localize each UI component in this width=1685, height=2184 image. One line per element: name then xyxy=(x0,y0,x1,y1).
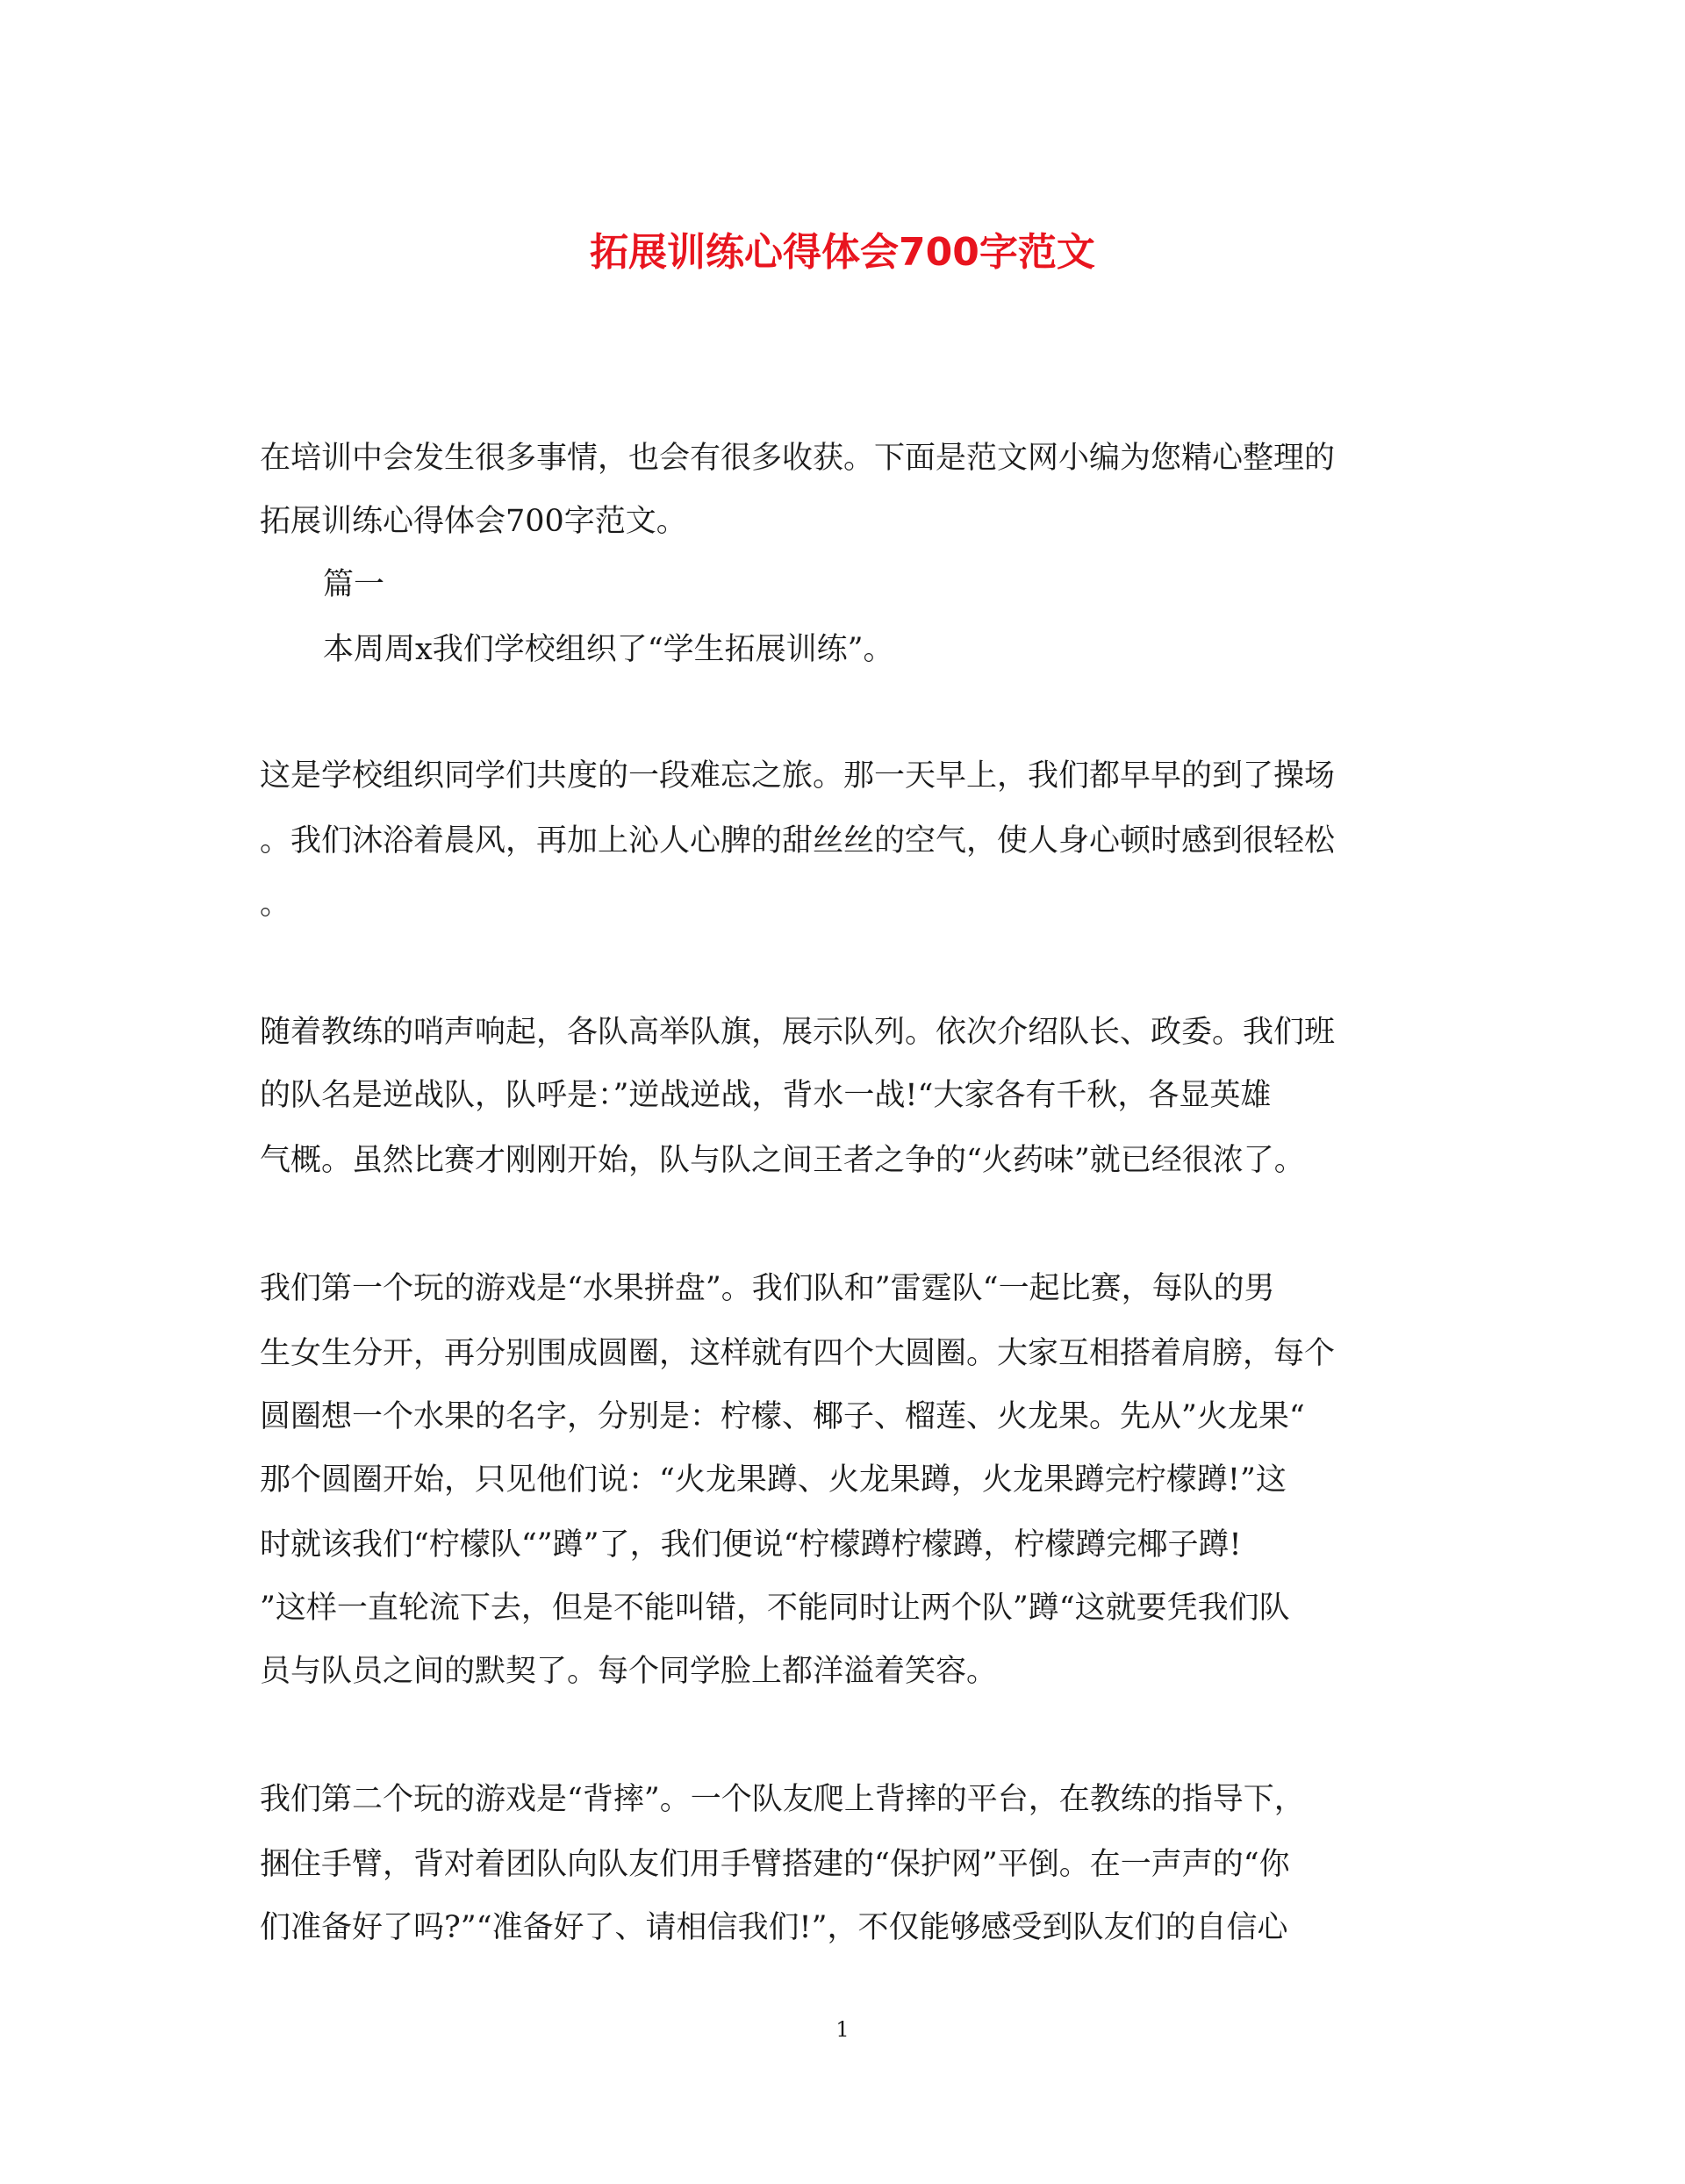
paragraph-line: 这是学校组织同学们共度的一段难忘之旅。那一天早上，我们都早早的到了操场 xyxy=(260,758,1336,794)
paragraph-line: 拓展训练心得体会700字范文。 xyxy=(260,504,687,539)
paragraph-line: 我们第二个玩的游戏是“背摔”。一个队友爬上背摔的平台，在教练的指导下， xyxy=(260,1782,1305,1817)
paragraph-line: 本周周x我们学校组织了“学生拓展训练”。 xyxy=(323,632,894,667)
paragraph-line: 我们第一个玩的游戏是“水果拼盘”。我们队和”雷霆队“一起比赛，每队的男 xyxy=(260,1271,1275,1306)
paragraph-line: 圆圈想一个水果的名字，分别是：柠檬、椰子、榴莲、火龙果。先从”火龙果“ xyxy=(260,1399,1305,1434)
paragraph-line: 生女生分开，再分别围成圆圈，这样就有四个大圆圈。大家互相搭着肩膀，每个 xyxy=(260,1336,1336,1371)
paragraph-line: 捆住手臂，背对着团队向队友们用手臂搭建的“保护网”平倒。在一声声的“你 xyxy=(260,1847,1290,1882)
paragraph-line: 的队名是逆战队，队呼是：”逆战逆战，背水一战!“大家各有千秋，各显英雄 xyxy=(260,1078,1272,1113)
paragraph-line: ”这样一直轮流下去，但是不能叫错，不能同时让两个队”蹲“这就要凭我们队 xyxy=(260,1591,1290,1626)
paragraph-line: 们准备好了吗?”“准备好了、请相信我们!”，不仅能够感受到队友们的自信心 xyxy=(260,1910,1288,1945)
paragraph-line: 员与队员之间的默契了。每个同学脸上都洋溢着笑容。 xyxy=(260,1654,998,1689)
paragraph-line: 随着教练的哨声响起，各队高举队旗，展示队列。依次介绍队长、政委。我们班 xyxy=(260,1015,1336,1050)
paragraph-line: 那个圆圈开始，只见他们说：“火龙果蹲、火龙果蹲，火龙果蹲完柠檬蹲!”这 xyxy=(260,1462,1287,1498)
section-heading: 篇一 xyxy=(323,567,385,602)
paragraph-line: 。我们沐浴着晨风，再加上沁人心脾的甜丝丝的空气，使人身心顿时感到很轻松 xyxy=(260,823,1336,859)
paragraph-line: 气概。虽然比赛才刚刚开始，队与队之间王者之争的“火药味”就已经很浓了。 xyxy=(260,1143,1305,1178)
document-title: 拓展训练心得体会700字范文 xyxy=(590,230,1095,275)
paragraph-line: 在培训中会发生很多事情，也会有很多收获。下面是范文网小编为您精心整理的 xyxy=(260,441,1336,476)
page-number: 1 xyxy=(835,2017,850,2042)
paragraph-line: 。 xyxy=(260,887,291,922)
paragraph-line: 时就该我们“柠檬队“”蹲”了，我们便说“柠檬蹲柠檬蹲，柠檬蹲完椰子蹲! xyxy=(260,1527,1242,1563)
